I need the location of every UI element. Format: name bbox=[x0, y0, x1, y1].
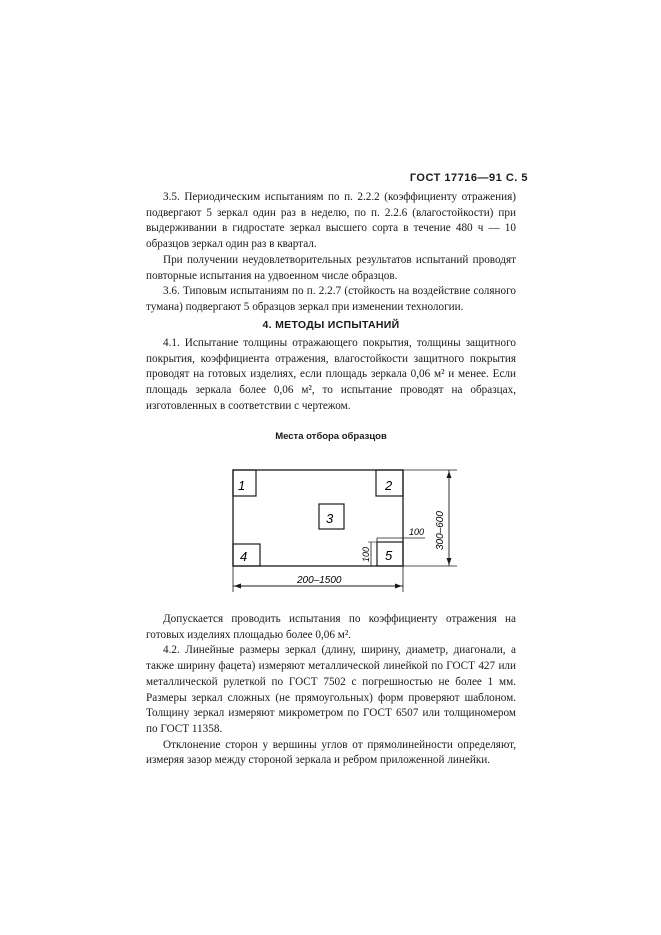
section-4-text bbox=[146, 336, 516, 415]
label-5: 5 bbox=[385, 548, 393, 563]
dim-width: 200–1500 bbox=[297, 575, 342, 586]
after-diagram-text bbox=[146, 612, 516, 769]
paragraph-allowed: Допускается проводить испытания по коэффициенту отражения на готовых изделиях площадью более 0,06 м². bbox=[146, 613, 516, 641]
label-3: 3 bbox=[326, 511, 334, 526]
section-3-text bbox=[146, 190, 516, 316]
label-1: 1 bbox=[238, 478, 246, 493]
dim-height: 300–600 bbox=[435, 511, 446, 550]
paragraph-4-1: 4.1. Испытание толщины отражающего покрытия, толщины защитного покрытия, коэффициента отражения, влагостойкости защитного покрытия проводят на готовых изделиях, если площадь зеркала 0,06 м² и менее. Если площадь зеркала более 0,06 м², то испытание проводят на образцах, изготовленных в соответствии с чертежом. bbox=[146, 337, 516, 412]
dim-offset-v: 100 bbox=[361, 546, 371, 562]
paragraph-4-2: 4.2. Линейные размеры зеркал (длину, ширину, диаметр, диагонали, а также ширину фацета) измеряют металлической линейкой по ГОСТ 427 или металлической рулеткой по ГОСТ 7502 с погрешностью не более 1 мм. Размеры зеркал сложных (не прямоугольных) форм проверяют шаблоном. Толщину зеркал измеряют микрометром по ГОСТ 6507 или толщиномером по ГОСТ 11358. bbox=[146, 644, 516, 735]
page-header: ГОСТ 17716—91 С. 5 bbox=[409, 172, 528, 184]
paragraph-repeat-tests: При получении неудовлетворительных результатов испытаний проводят повторные испытания на удвоенном числе образцов. bbox=[146, 253, 516, 282]
dim-offset-h: 100 bbox=[409, 527, 425, 537]
section-4-title: 4. МЕТОДЫ ИСПЫТАНИЙ bbox=[262, 319, 400, 331]
diagram-title: Места отбора образцов bbox=[275, 431, 387, 442]
paragraph-3-6: 3.6. Типовым испытаниям по п. 2.2.7 (стойкость на воздействие соляного тумана) подвергают 5 образцов зеркал при изменении технологии. bbox=[146, 285, 516, 313]
paragraph-deviation: Отклонение сторон у вершины углов от прямолинейности определяют, измеряя зазор между стороной зеркала и ребром приложенной линейки. bbox=[146, 738, 516, 767]
paragraph-3-5: 3.5. Периодическим испытаниям по п. 2.2.2 (коэффициенту отражения) подвергают 5 зеркал один раз в неделю, по п. 2.2.6 (влагостойкости) при выдерживании в гидростате зеркал высшего сорта в течение 480 ч — 10 образцов зеркал один раз в квартал. bbox=[146, 191, 516, 251]
label-2: 2 bbox=[385, 478, 393, 493]
sampling-diagram bbox=[225, 462, 465, 597]
label-4: 4 bbox=[240, 549, 248, 564]
